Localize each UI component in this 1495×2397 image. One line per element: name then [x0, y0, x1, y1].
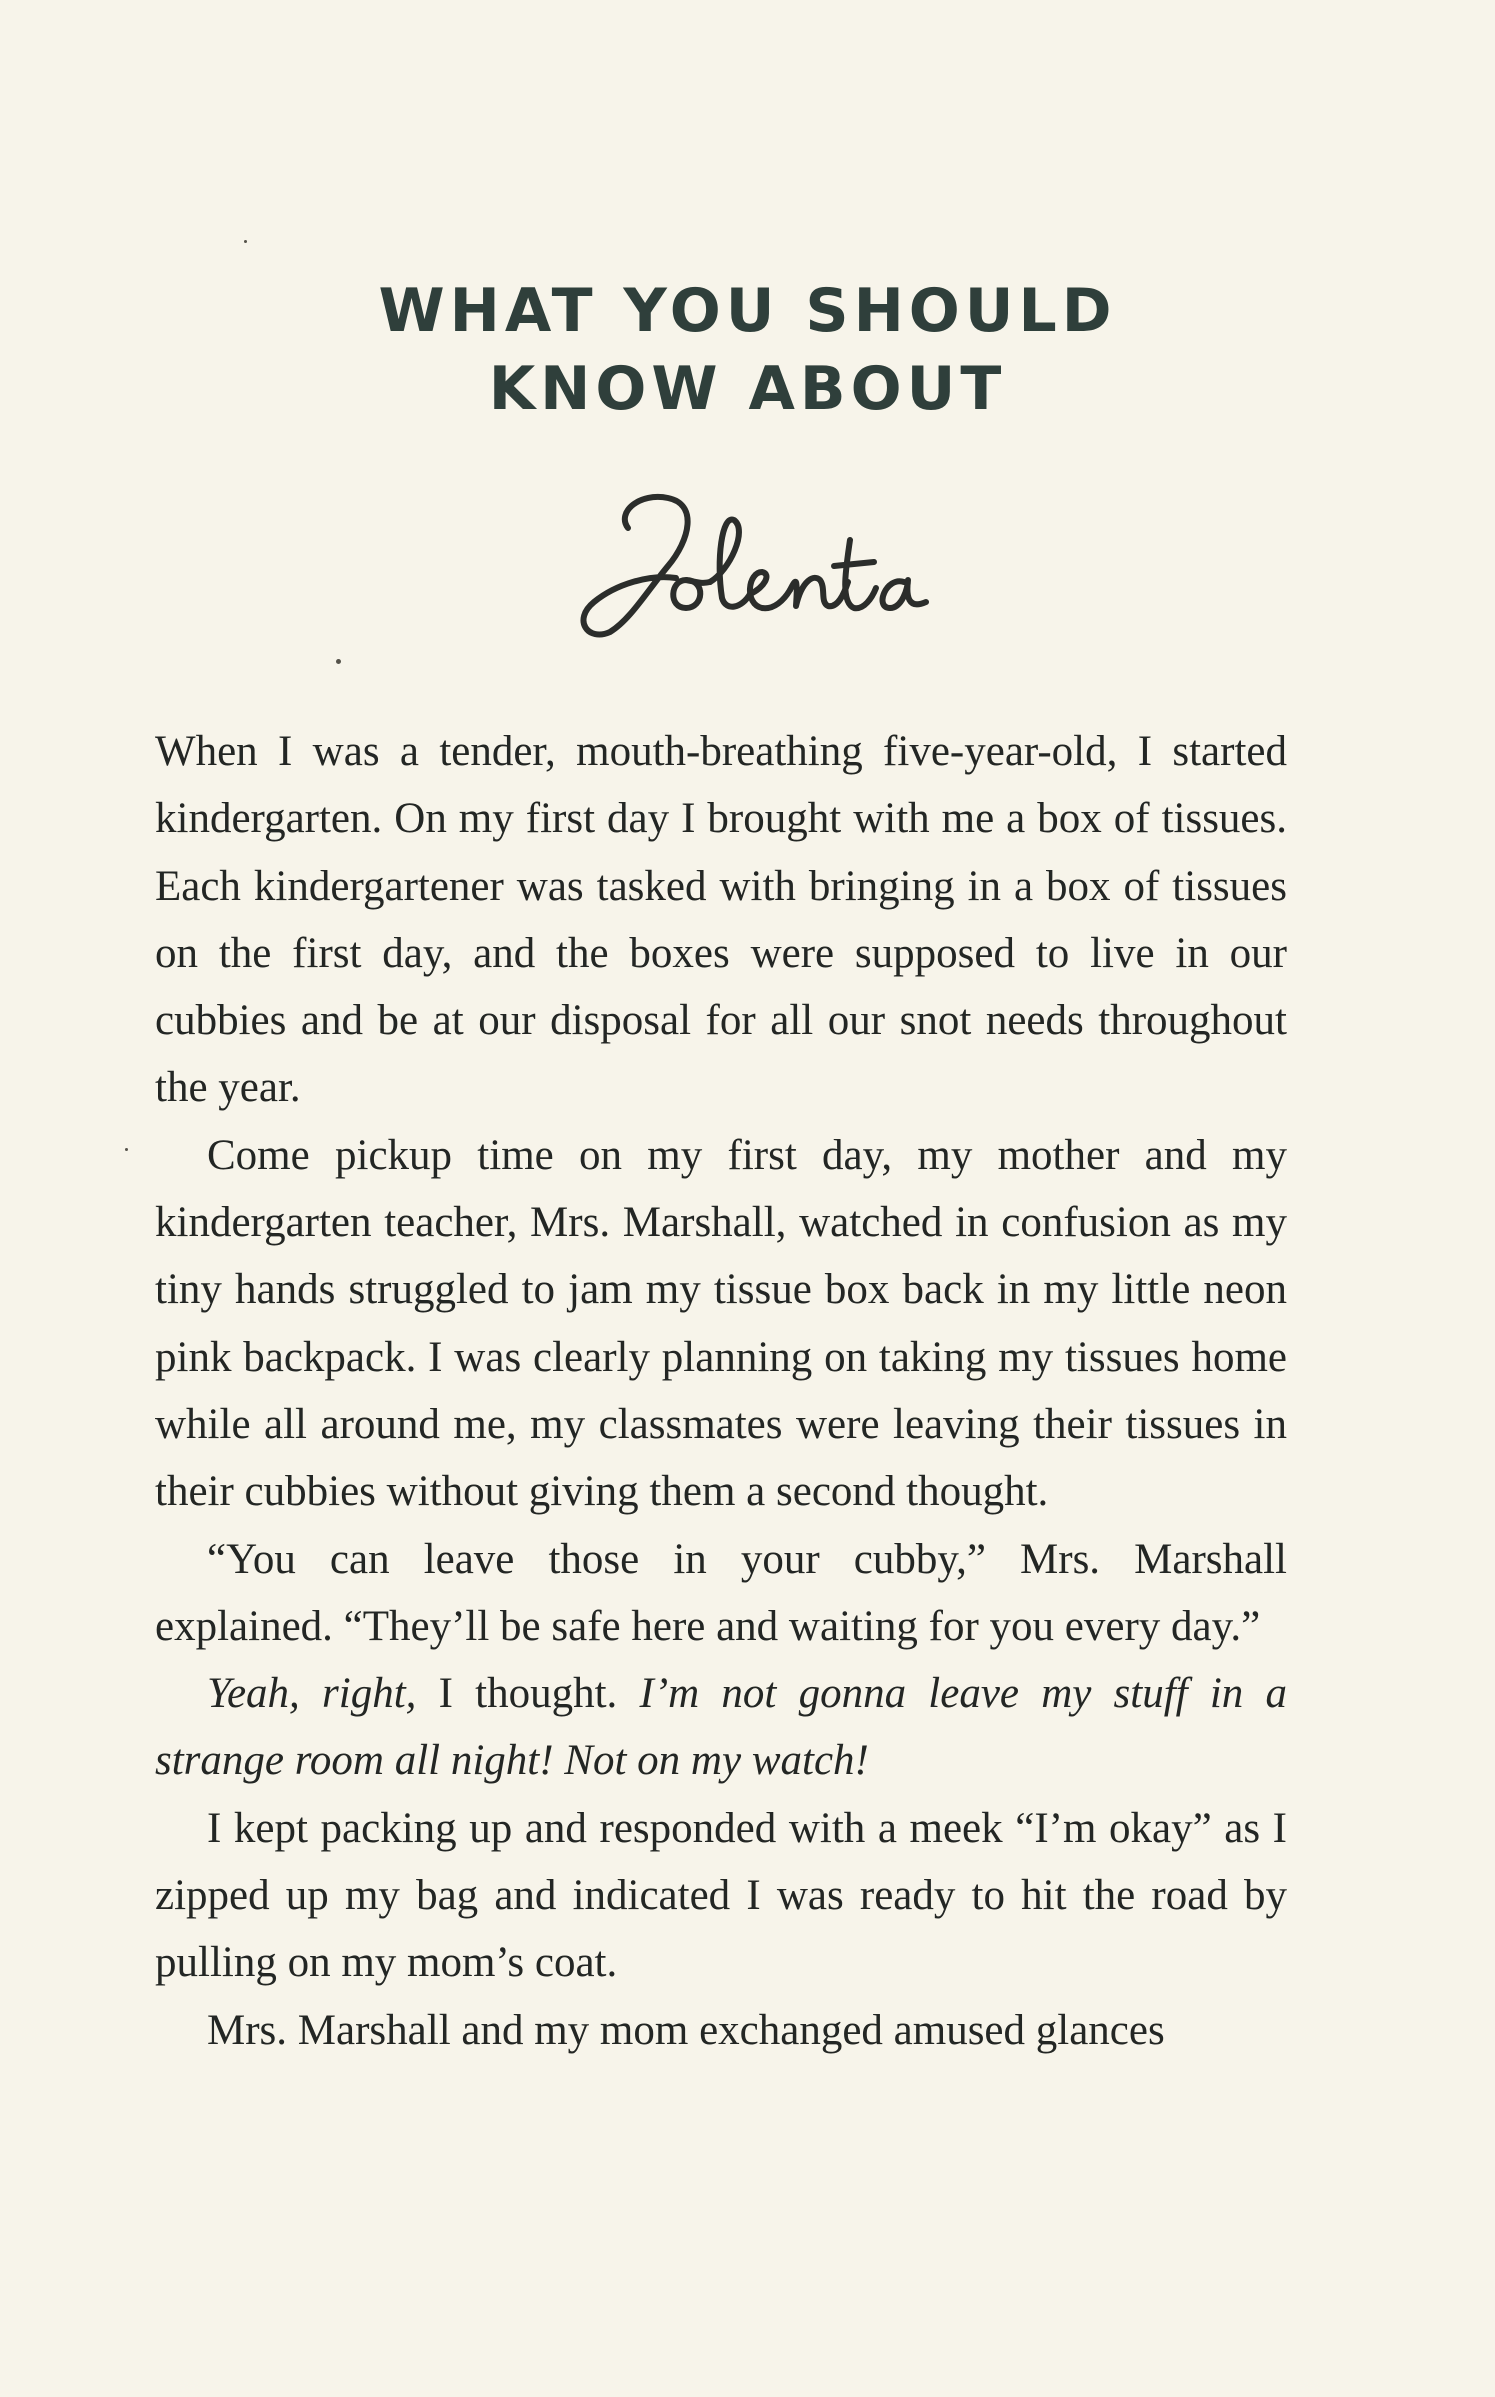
paragraph: Mrs. Marshall and my mom exchanged amused glances: [207, 2006, 1165, 2054]
author-signature: [0, 470, 1495, 655]
body-text: [155, 718, 1287, 2064]
paragraph: [155, 1660, 1287, 1795]
scan-speck: [336, 659, 341, 664]
scan-speck: [244, 240, 247, 243]
paragraph: When I was a tender, mouth-breathing five-year-old, I started kindergarten. On my first day I brought with me a box of tissues. Each kindergartener was tasked with bringing in a box of tissues on the first day, and the boxes were supposed to live in our cubbies and be at our disposal for all our snot needs throughout the year.: [155, 728, 1287, 1112]
paragraph: I kept packing up and responded with a meek “I’m okay” as I zipped up my bag and indicated I was ready to hit the road by pulling on my mom’s coat.: [155, 1804, 1287, 1987]
paragraph: “You can leave those in your cubby,” Mrs. Marshall explained. “They’ll be safe here and waiting for you every day.”: [155, 1535, 1287, 1650]
chapter-heading-line-1: WHAT YOU SHOULD: [378, 276, 1117, 347]
italic-phrase: Yeah, right,: [207, 1670, 417, 1718]
scan-speck: [125, 1148, 128, 1151]
jolenta-signature-graphic: [558, 470, 938, 650]
plain-phrase: I thought.: [416, 1670, 640, 1718]
italic-phrase: I’m not gonna leave my stuff in a strange room all night! Not on my watch!: [155, 1670, 1287, 1785]
chapter-heading-line-2: KNOW ABOUT: [488, 354, 1007, 425]
chapter-heading: [0, 272, 1495, 428]
paragraph: Come pickup time on my first day, my mother and my kindergarten teacher, Mrs. Marshall, watched in confusion as my tiny hands struggled to jam my tissue box back in my little neon pink backpack. I was clearly planning on taking my tissues home while all around me, my classmates were leaving their tissues in their cubbies without giving them a second thought.: [155, 1131, 1287, 1516]
